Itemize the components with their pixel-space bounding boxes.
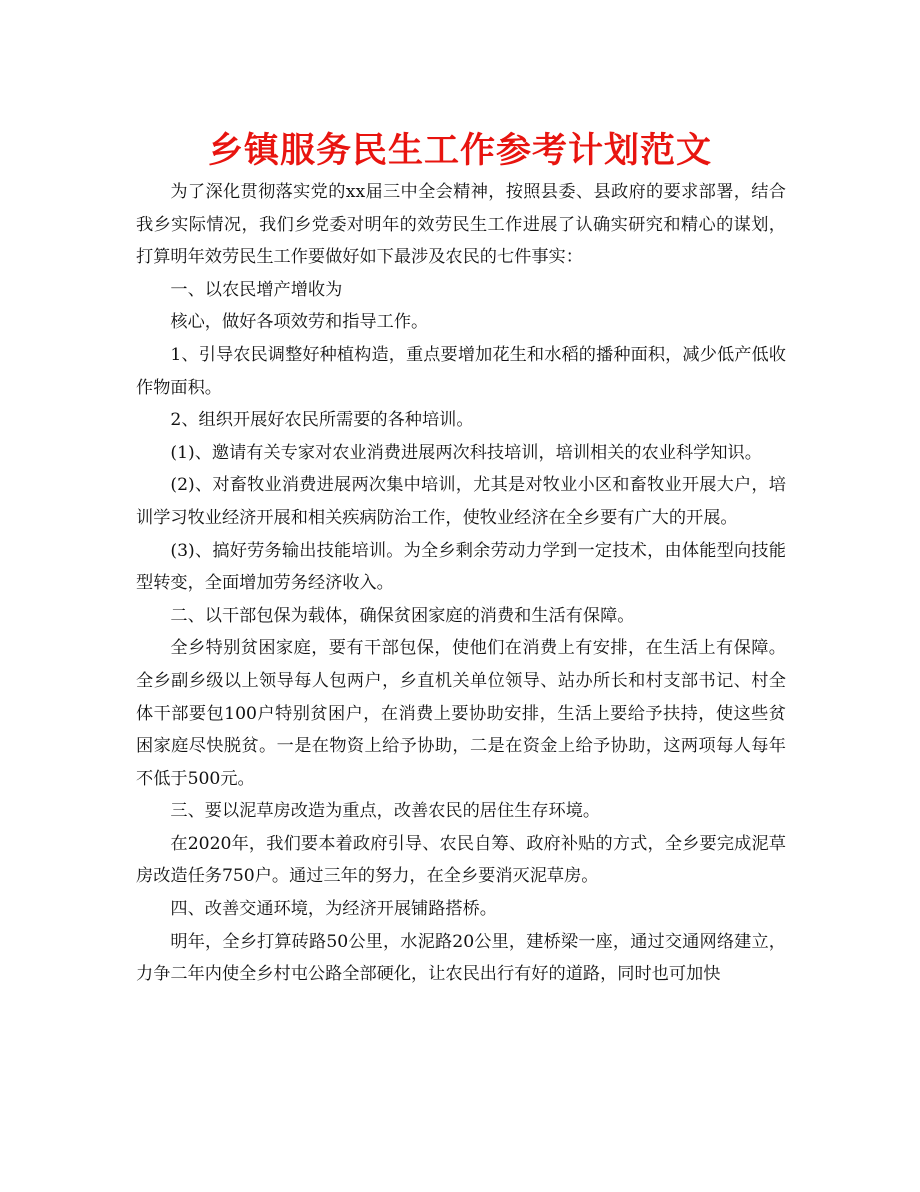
paragraph-subitem-3: (3)、搞好劳务输出技能培训。为全乡剩余劳动力学到一定技术，由体能型向技能型转变，全面增加劳务经济收入。 (136, 540, 786, 594)
paragraph-subitem-2: (2)、对畜牧业消费进展两次集中培训，尤其是对牧业小区和畜牧业开展大户，培训学习牧业经济开展和相关疾病防治工作，使牧业经济在全乡要有广大的开展。 (136, 475, 786, 528)
paragraph-section-one-continued: 核心，做好各项效劳和指导工作。 (170, 312, 429, 333)
document-title: 乡镇服务民生工作参考计划范文 (207, 131, 712, 171)
paragraph-section-one-heading: 一、以农民增产增收为 (170, 279, 343, 300)
paragraph-section-four-heading: 四、改善交通环境，为经济开展铺路搭桥。 (170, 899, 497, 920)
paragraph-intro: 为了深化贯彻落实党的xx届三中全会精神，按照县委、县政府的要求部署，结合我乡实际情况，我们乡党委对明年的效劳民生工作进展了认确实研究和精心的谋划，打算明年效劳民生工作要做好如下最涉及农民的七件事实： (136, 182, 786, 268)
paragraph-section-four-body: 明年，全乡打算砖路50公里，水泥路20公里，建桥梁一座，通过交通网络建立，力争二年内使全乡村屯公路全部硬化，让农民出行有好的道路，同时也可加快 (136, 931, 786, 985)
paragraph-section-two-body: 全乡特别贫困家庭，要有干部包保，使他们在消费上有安排，在生活上有保障。全乡副乡级以上领导每人包两户，乡直机关单位领导、站办所长和村支部书记、村全体干部要包100户特别贫困户，在消费上要协助安排，生活上要给予扶持，使这些贫困家庭尽快脱贫。一是在物资上给予协助，二是在资金上给予协助，这两项每人每年不低于500元。 (136, 638, 786, 789)
paragraph-item-2: 2、组织开展好农民所需要的各种培训。 (170, 410, 474, 431)
paragraph-subitem-1: (1)、邀请有关专家对农业消费进展两次科技培训，培训相关的农业科学知识。 (170, 442, 762, 463)
paragraph-section-three-heading: 三、要以泥草房改造为重点，改善农民的居住生存环境。 (170, 801, 601, 822)
paragraph-item-1: 1、引导农民调整好种植构造，重点要增加花生和水稻的播种面积，减少低产低收作物面积。 (136, 344, 786, 398)
document-body (136, 176, 786, 991)
paragraph-section-three-body: 在2020年，我们要本着政府引导、农民自筹、政府补贴的方式，全乡要完成泥草房改造任务750户。通过三年的努力，在全乡要消灭泥草房。 (136, 833, 786, 887)
paragraph-section-two-heading: 二、以干部包保为载体，确保贫困家庭的消费和生活有保障。 (170, 605, 635, 626)
